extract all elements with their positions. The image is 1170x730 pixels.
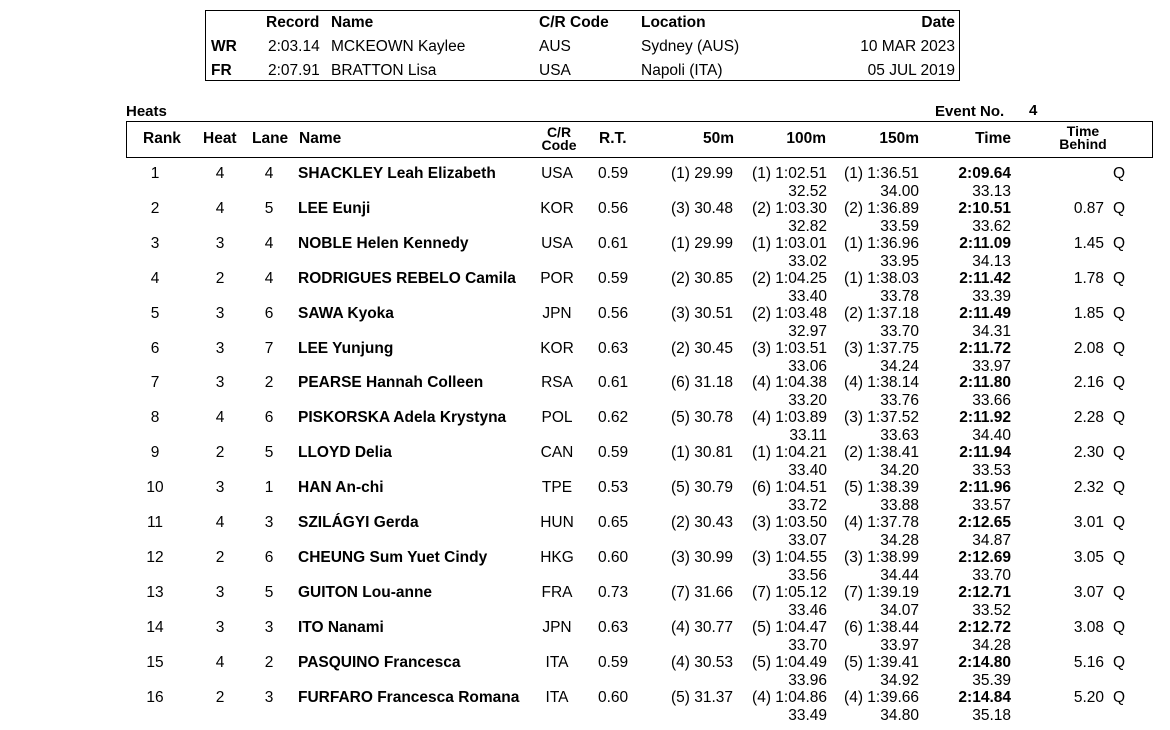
split-150m-diff: 33.97: [880, 636, 919, 654]
split-100m-diff: 33.96: [788, 671, 827, 689]
result-row: [0, 409, 1170, 444]
lane-cell: 6: [264, 409, 274, 427]
reaction-time: 0.59: [598, 269, 629, 287]
split-150m-diff: 33.63: [880, 427, 919, 445]
final-time: 2:11.42: [959, 269, 1011, 287]
split-100m-diff: 33.40: [788, 462, 827, 480]
final-time: 2:11.72: [959, 339, 1011, 357]
lane-cell: 4: [264, 165, 274, 182]
final-split-diff: 35.39: [972, 671, 1011, 689]
col-time-behind: [1049, 125, 1117, 151]
qualified-mark: Q: [1113, 339, 1126, 357]
swimmer-name: PASQUINO Francesca: [298, 653, 461, 671]
swimmer-name: SZILÁGYI Gerda: [298, 514, 419, 531]
final-split-diff: 33.57: [972, 497, 1011, 515]
split-150m-diff: 34.28: [880, 532, 919, 549]
rank-cell: 5: [150, 304, 160, 322]
final-split-diff: 34.31: [972, 322, 1011, 340]
split-100m: (3) 1:03.50: [752, 514, 827, 531]
final-split-diff: 33.62: [972, 217, 1011, 235]
result-row: [0, 619, 1170, 654]
reaction-time: 0.60: [598, 688, 629, 706]
result-row: [0, 305, 1170, 340]
swimmer-name: GUITON Lou-anne: [298, 583, 433, 601]
record-time: 2:07.91: [268, 62, 320, 79]
final-time: 2:09.64: [958, 165, 1011, 182]
time-behind: 1.45: [1073, 234, 1104, 252]
result-row: [0, 270, 1170, 305]
swimmer-name: LEE Eunji: [298, 199, 371, 217]
split-150m-diff: 34.80: [880, 706, 919, 724]
final-split-diff: 34.28: [972, 636, 1011, 654]
split-150m: (7) 1:39.19: [844, 583, 919, 601]
col-code-line1: C/R: [546, 124, 572, 140]
split-50m: (5) 30.78: [670, 409, 733, 427]
country-code: KOR: [540, 339, 574, 357]
rank-cell: 4: [150, 269, 160, 287]
reaction-time: 0.63: [598, 339, 629, 357]
country-code: RSA: [541, 374, 573, 392]
country-code: HUN: [540, 514, 574, 531]
split-100m-diff: 32.82: [788, 217, 827, 235]
lane-cell: 6: [264, 304, 274, 322]
split-150m-diff: 34.20: [880, 462, 919, 480]
rank-cell: 13: [146, 583, 164, 601]
result-row: [0, 165, 1170, 200]
reaction-time: 0.59: [598, 653, 629, 671]
lane-cell: 6: [264, 548, 274, 566]
qualified-mark: Q: [1113, 688, 1126, 706]
split-100m-diff: 33.06: [788, 357, 827, 375]
result-row: [0, 374, 1170, 409]
country-code: HKG: [540, 548, 574, 566]
record-holder: BRATTON Lisa: [331, 62, 437, 79]
col-behind-line1: Time: [1066, 123, 1100, 139]
qualified-mark: Q: [1113, 444, 1126, 462]
record-type: WR: [211, 38, 237, 55]
col-heat: Heat: [203, 130, 237, 147]
time-behind: 3.08: [1073, 618, 1104, 636]
section-title: Heats: [126, 103, 167, 120]
result-row: [0, 514, 1170, 549]
split-150m: (2) 1:38.41: [844, 444, 919, 462]
split-50m: (4) 30.77: [670, 618, 733, 636]
split-100m: (4) 1:04.38: [752, 374, 827, 392]
split-100m-diff: 33.72: [788, 497, 827, 515]
heat-cell: 3: [215, 374, 225, 392]
split-150m: (5) 1:39.41: [844, 653, 919, 671]
final-time: 2:11.96: [959, 479, 1011, 497]
final-split-diff: 34.13: [972, 252, 1011, 270]
split-100m: (7) 1:05.12: [752, 583, 827, 601]
final-split-diff: 33.52: [972, 601, 1011, 619]
col-50m: 50m: [702, 130, 734, 147]
result-row: [0, 479, 1170, 514]
records-header-code: C/R Code: [539, 14, 609, 31]
lane-cell: 2: [264, 653, 274, 671]
split-100m: (1) 1:03.01: [752, 234, 827, 252]
reaction-time: 0.56: [598, 304, 629, 322]
result-row: [0, 235, 1170, 270]
lane-cell: 5: [264, 444, 274, 462]
col-lane: Lane: [252, 130, 289, 147]
split-150m: (4) 1:38.14: [844, 374, 919, 392]
split-100m-diff: 33.40: [788, 287, 827, 305]
heat-cell: 3: [215, 618, 225, 636]
time-behind: 0.87: [1073, 199, 1104, 217]
qualified-mark: Q: [1113, 653, 1126, 671]
final-split-diff: 33.70: [972, 566, 1011, 584]
split-150m: (1) 1:38.03: [844, 269, 919, 287]
reaction-time: 0.61: [598, 234, 629, 252]
swimmer-name: PEARSE Hannah Colleen: [298, 374, 484, 392]
qualified-mark: Q: [1113, 165, 1126, 182]
split-100m: (5) 1:04.49: [752, 653, 827, 671]
records-header-location: Location: [641, 14, 706, 31]
lane-cell: 4: [264, 269, 274, 287]
record-location: Napoli (ITA): [641, 62, 723, 79]
rank-cell: 9: [150, 444, 160, 462]
final-time: 2:14.84: [958, 688, 1011, 706]
final-split-diff: 33.39: [972, 287, 1011, 305]
heat-cell: 3: [215, 339, 225, 357]
final-time: 2:11.94: [959, 444, 1011, 462]
country-code: JPN: [542, 304, 572, 322]
time-behind: 2.08: [1073, 339, 1104, 357]
records-header-name: Name: [331, 14, 374, 31]
country-code: USA: [541, 234, 573, 252]
swimmer-name: LEE Yunjung: [298, 339, 394, 357]
partial-next-row: [0, 720, 1170, 730]
rank-cell: 7: [150, 374, 160, 392]
record-date: 05 JUL 2019: [867, 62, 955, 79]
country-code: CAN: [540, 444, 574, 462]
result-row: [0, 689, 1170, 724]
final-time: 2:10.51: [958, 199, 1011, 217]
swimmer-name: RODRIGUES REBELO Camila: [298, 269, 516, 287]
rank-cell: 10: [146, 479, 164, 497]
col-name: Name: [299, 130, 342, 147]
country-code: FRA: [541, 583, 573, 601]
split-50m: (2) 30.85: [670, 269, 733, 287]
records-header-record: Record: [266, 14, 320, 31]
country-code: ITA: [545, 653, 569, 671]
rank-cell: 3: [150, 234, 160, 252]
split-100m: (1) 1:02.51: [752, 165, 827, 182]
final-split-diff: 35.18: [972, 706, 1011, 724]
heat-cell: 2: [215, 444, 225, 462]
record-holder: MCKEOWN Kaylee: [331, 38, 466, 55]
split-150m-diff: 34.00: [880, 183, 919, 200]
time-behind: 1.78: [1073, 269, 1104, 287]
result-row: [0, 340, 1170, 375]
lane-cell: 3: [264, 514, 274, 531]
time-behind: 3.07: [1073, 583, 1104, 601]
event-number: 4: [1029, 102, 1038, 119]
qualified-mark: Q: [1113, 409, 1126, 427]
heat-cell: 4: [215, 199, 225, 217]
split-100m-diff: 33.70: [788, 636, 827, 654]
split-150m: (2) 1:36.89: [844, 199, 919, 217]
split-100m: (5) 1:04.47: [752, 618, 827, 636]
qualified-mark: Q: [1113, 514, 1126, 531]
lane-cell: 3: [264, 688, 274, 706]
heat-cell: 2: [215, 269, 225, 287]
final-split-diff: 33.97: [972, 357, 1011, 375]
rank-cell: 11: [146, 514, 164, 531]
time-behind: 2.30: [1073, 444, 1104, 462]
result-row: [0, 549, 1170, 584]
rank-cell: 6: [150, 339, 160, 357]
split-100m-diff: 33.11: [789, 427, 827, 445]
split-150m: (4) 1:39.66: [844, 688, 919, 706]
final-time: 2:12.65: [958, 514, 1011, 531]
split-100m-diff: 33.46: [788, 601, 827, 619]
swimmer-name: NOBLE Helen Kennedy: [298, 234, 469, 252]
split-100m-diff: 32.52: [788, 183, 827, 200]
heat-cell: 3: [215, 234, 225, 252]
qualified-mark: Q: [1113, 304, 1126, 322]
col-code: [537, 126, 581, 152]
split-100m-diff: 33.20: [788, 392, 827, 410]
swimmer-name: CHEUNG Sum Yuet Cindy: [298, 548, 488, 566]
heat-cell: 4: [215, 514, 225, 531]
split-100m: (1) 1:04.21: [752, 444, 827, 462]
split-50m: (2) 30.43: [670, 514, 733, 531]
final-split-diff: 33.13: [972, 183, 1011, 200]
split-150m: (5) 1:38.39: [844, 479, 919, 497]
country-code: POR: [540, 269, 574, 287]
swimmer-name: SHACKLEY Leah Elizabeth: [298, 165, 496, 182]
split-50m: (3) 30.48: [670, 199, 733, 217]
reaction-time: 0.53: [598, 479, 629, 497]
result-row: [0, 200, 1170, 235]
split-150m: (1) 1:36.96: [844, 234, 919, 252]
split-50m: (4) 30.53: [670, 653, 733, 671]
rank-cell: 16: [146, 688, 164, 706]
record-location: Sydney (AUS): [641, 38, 740, 55]
record-type: FR: [211, 62, 232, 79]
split-100m-diff: 33.07: [788, 532, 827, 549]
split-150m-diff: 33.95: [880, 252, 919, 270]
split-150m-diff: 33.78: [880, 287, 919, 305]
results-header: [126, 121, 1153, 158]
rank-cell: 15: [146, 653, 164, 671]
col-code-line2: Code: [541, 137, 577, 153]
split-100m: (3) 1:04.55: [752, 548, 827, 566]
split-50m: (1) 30.81: [670, 444, 733, 462]
split-100m-diff: 33.02: [788, 252, 827, 270]
heat-cell: 3: [215, 479, 225, 497]
swimmer-name: HAN An-chi: [298, 479, 384, 497]
reaction-time: 0.56: [598, 199, 629, 217]
split-50m: (3) 30.99: [670, 548, 733, 566]
reaction-time: 0.65: [598, 514, 629, 531]
split-150m: (6) 1:38.44: [844, 618, 919, 636]
qualified-mark: Q: [1113, 479, 1126, 497]
split-100m: (4) 1:03.89: [752, 409, 827, 427]
split-50m: (7) 31.66: [670, 583, 733, 601]
final-split-diff: 34.87: [972, 532, 1011, 549]
record-date: 10 MAR 2023: [860, 38, 955, 55]
split-150m-diff: 34.07: [880, 601, 919, 619]
split-100m-diff: 33.56: [788, 566, 827, 584]
swimmer-name: FURFARO Francesca Romana: [298, 688, 520, 706]
qualified-mark: Q: [1113, 269, 1126, 287]
split-150m-diff: 34.44: [880, 566, 919, 584]
lane-cell: 1: [264, 479, 274, 497]
qualified-mark: Q: [1113, 199, 1126, 217]
lane-cell: 2: [264, 374, 274, 392]
swimmer-name: ITO Nanami: [298, 618, 384, 636]
split-100m: (2) 1:04.25: [752, 269, 827, 287]
split-50m: (3) 30.51: [670, 304, 733, 322]
reaction-time: 0.59: [598, 165, 629, 182]
heat-cell: 2: [215, 688, 225, 706]
reaction-time: 0.73: [598, 583, 629, 601]
heat-cell: 3: [215, 304, 225, 322]
swimmer-name: LLOYD Delia: [298, 444, 392, 462]
time-behind: 2.32: [1073, 479, 1104, 497]
time-behind: 1.85: [1073, 304, 1104, 322]
heat-cell: 4: [215, 165, 225, 182]
col-150m: 150m: [879, 130, 919, 147]
record-time: 2:03.14: [268, 38, 320, 55]
split-150m-diff: 34.24: [880, 357, 919, 375]
split-50m: (2) 30.45: [670, 339, 733, 357]
split-50m: (1) 29.99: [670, 165, 733, 182]
record-code: AUS: [539, 38, 571, 55]
time-behind: 2.28: [1073, 409, 1104, 427]
final-time: 2:14.80: [958, 653, 1011, 671]
country-code: USA: [541, 165, 573, 182]
result-row: [0, 654, 1170, 689]
record-code: USA: [539, 62, 571, 79]
event-label: Event No.: [935, 103, 1005, 120]
final-time: 2:11.49: [959, 304, 1011, 322]
final-time: 2:11.80: [959, 374, 1011, 392]
split-50m: (1) 29.99: [670, 234, 733, 252]
split-150m: (2) 1:37.18: [844, 304, 919, 322]
lane-cell: 5: [264, 199, 274, 217]
split-50m: (5) 30.79: [670, 479, 733, 497]
split-150m: (3) 1:37.75: [844, 339, 919, 357]
result-row: [0, 444, 1170, 479]
col-rank: Rank: [143, 130, 181, 147]
rank-cell: 12: [146, 548, 164, 566]
rank-cell: 8: [150, 409, 160, 427]
rank-cell: 1: [150, 165, 160, 182]
heat-cell: 4: [215, 409, 225, 427]
reaction-time: 0.59: [598, 444, 629, 462]
split-150m: (3) 1:38.99: [844, 548, 919, 566]
time-behind: 5.16: [1073, 653, 1104, 671]
country-code: POL: [541, 409, 573, 427]
split-50m: (6) 31.18: [670, 374, 733, 392]
reaction-time: 0.60: [598, 548, 629, 566]
country-code: KOR: [540, 199, 574, 217]
col-behind-line2: Behind: [1059, 136, 1107, 152]
final-time: 2:12.71: [958, 583, 1011, 601]
reaction-time: 0.61: [598, 374, 629, 392]
time-behind: 5.20: [1073, 688, 1104, 706]
records-header-date: Date: [921, 14, 955, 31]
split-100m: (6) 1:04.51: [752, 479, 827, 497]
swimmer-name: SAWA Kyoka: [298, 304, 394, 322]
split-100m: (4) 1:04.86: [752, 688, 827, 706]
qualified-mark: Q: [1113, 583, 1126, 601]
final-split-diff: 33.66: [972, 392, 1011, 410]
lane-cell: 5: [264, 583, 274, 601]
col-time: Time: [975, 130, 1011, 147]
lane-cell: 4: [264, 234, 274, 252]
split-50m: (5) 31.37: [670, 688, 733, 706]
heat-cell: 4: [215, 653, 225, 671]
qualified-mark: Q: [1113, 618, 1126, 636]
qualified-mark: Q: [1113, 548, 1126, 566]
reaction-time: 0.63: [598, 618, 629, 636]
qualified-mark: Q: [1113, 234, 1126, 252]
final-time: 2:12.69: [958, 548, 1011, 566]
country-code: ITA: [545, 688, 569, 706]
rank-cell: 14: [146, 618, 164, 636]
split-150m: (1) 1:36.51: [844, 165, 919, 182]
split-150m-diff: 33.59: [880, 217, 919, 235]
split-150m: (3) 1:37.52: [844, 409, 919, 427]
split-100m-diff: 33.49: [788, 706, 827, 724]
heat-cell: 3: [215, 583, 225, 601]
lane-cell: 7: [264, 339, 274, 357]
split-150m-diff: 33.76: [880, 392, 919, 410]
swimmer-name: PISKORSKA Adela Krystyna: [298, 409, 507, 427]
time-behind: 3.01: [1073, 514, 1104, 531]
split-150m-diff: 33.88: [880, 497, 919, 515]
final-time: 2:11.09: [959, 234, 1011, 252]
heat-cell: 2: [215, 548, 225, 566]
final-time: 2:12.72: [958, 618, 1011, 636]
split-150m-diff: 34.92: [880, 671, 919, 689]
split-100m: (2) 1:03.30: [752, 199, 827, 217]
col-100m: 100m: [786, 130, 826, 147]
split-100m: (3) 1:03.51: [752, 339, 827, 357]
lane-cell: 3: [264, 618, 274, 636]
reaction-time: 0.62: [598, 409, 629, 427]
country-code: JPN: [542, 618, 572, 636]
split-100m-diff: 32.97: [788, 322, 827, 340]
result-row: [0, 584, 1170, 619]
qualified-mark: Q: [1113, 374, 1126, 392]
final-split-diff: 34.40: [972, 427, 1011, 445]
col-reaction-time: R.T.: [599, 130, 627, 147]
final-time: 2:11.92: [959, 409, 1011, 427]
country-code: TPE: [541, 479, 573, 497]
split-150m-diff: 33.70: [880, 322, 919, 340]
rank-cell: 2: [150, 199, 160, 217]
split-100m: (2) 1:03.48: [752, 304, 827, 322]
final-split-diff: 33.53: [972, 462, 1011, 480]
split-150m: (4) 1:37.78: [844, 514, 919, 531]
time-behind: 2.16: [1073, 374, 1104, 392]
records-table: [205, 10, 960, 81]
time-behind: 3.05: [1073, 548, 1104, 566]
